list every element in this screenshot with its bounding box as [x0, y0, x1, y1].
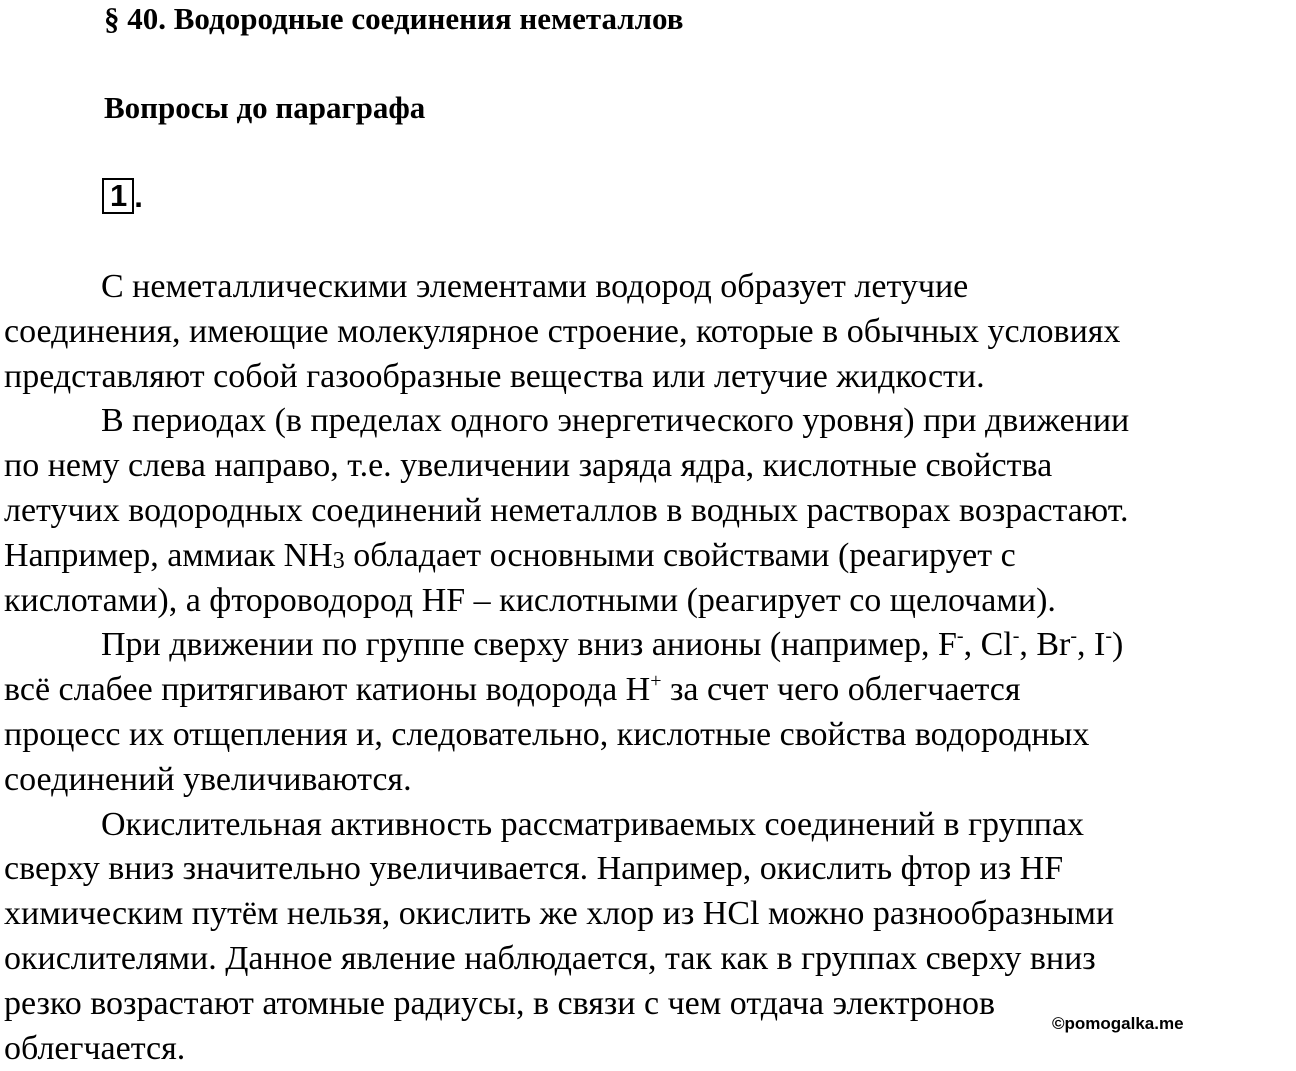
text-line: представляют собой газообразные вещества или летучие жидкости. — [4, 357, 985, 395]
text-line: облегчается. — [4, 1029, 186, 1067]
text-line — [4, 623, 1296, 668]
answer-text — [4, 265, 1296, 1071]
subscript: 3 — [332, 547, 345, 574]
text-line: кислотами), а фтороводород HF – кислотными (реагирует со щелочами). — [4, 581, 1056, 619]
text-fragment: , Cl — [963, 626, 1013, 664]
text-fragment: Например, аммиак NH — [4, 536, 333, 574]
question-number-box: 1 — [102, 178, 134, 214]
question-number — [102, 178, 143, 214]
paragraph-1 — [4, 265, 1296, 399]
superscript: - — [956, 625, 964, 648]
text-fragment: ) — [1112, 626, 1124, 664]
text-line: резко возрастают атомные радиусы, в связи с чем отдача электронов — [4, 984, 996, 1022]
text-fragment: обладает основными свойствами (реагирует с — [344, 536, 1016, 574]
text-line: по нему слева направо, т.е. увеличении заряда ядра, кислотные свойства — [4, 447, 1053, 485]
text-fragment: , Br — [1019, 626, 1071, 664]
text-line: В периодах (в пределах одного энергетического уровня) при движении — [101, 402, 1130, 440]
text-line: сверху вниз значительно увеличивается. Например, окислить фтор из HF — [4, 850, 1064, 888]
watermark: ©pomogalka.me — [1052, 1014, 1184, 1033]
text-line: соединения, имеющие молекулярное строение, которые в обычных условиях — [4, 312, 1121, 350]
superscript: - — [1012, 625, 1020, 648]
text-line — [4, 668, 1296, 713]
superscript: - — [1070, 625, 1078, 648]
paragraph-2 — [4, 399, 1296, 623]
section-title: § 40. Водородные соединения неметаллов — [104, 1, 684, 36]
text-line: С неметаллическими элементами водород образует летучие — [101, 268, 969, 305]
text-line: соединений увеличиваются. — [4, 760, 412, 798]
text-line: Окислительная активность рассматриваемых соединений в группах — [101, 805, 1085, 843]
superscript: - — [1105, 625, 1113, 648]
text-fragment: , I — [1077, 626, 1106, 664]
text-fragment: всё слабее притягивают катионы водорода H — [4, 671, 651, 709]
question-number-dot: . — [134, 179, 143, 214]
section-subtitle: Вопросы до параграфа — [104, 90, 426, 125]
paragraph-3 — [4, 623, 1296, 802]
text-line: химическим путём нельзя, окислить же хлор из HCl можно разнообразными — [4, 895, 1115, 933]
text-fragment: При движении по группе сверху вниз анионы (например, F — [101, 626, 957, 664]
text-line: окислителями. Данное явление наблюдается, так как в группах сверху вниз — [4, 939, 1096, 977]
text-line: процесс их отщепления и, следовательно, кислотные свойства водородных — [4, 715, 1090, 753]
superscript: + — [650, 670, 662, 693]
text-fragment: за счет чего облегчается — [661, 671, 1021, 709]
text-line: летучих водородных соединений неметаллов в водных растворах возрастают. — [4, 491, 1129, 529]
text-line — [4, 534, 1296, 579]
